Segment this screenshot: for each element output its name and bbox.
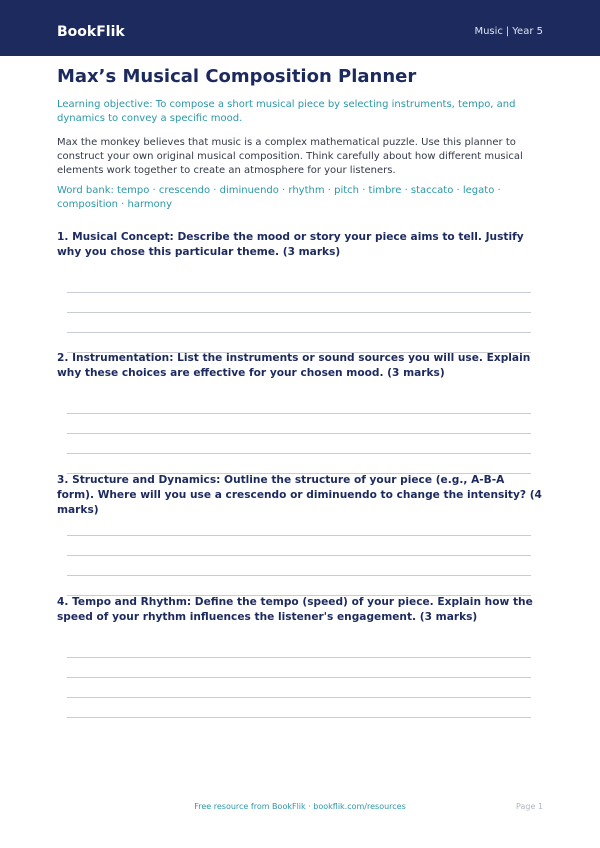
answer-line[interactable] — [67, 717, 531, 718]
answer-line[interactable] — [67, 575, 531, 576]
answer-line[interactable] — [67, 453, 531, 454]
question-1: 1. Musical Concept: Describe the mood or story your piece aims to tell. Justify why you chose this particular theme. (3 marks) — [57, 231, 524, 258]
answer-line[interactable] — [67, 657, 531, 658]
brand-logo: BookFlik — [57, 24, 125, 40]
answer-line[interactable] — [67, 697, 531, 698]
page-header — [0, 0, 600, 56]
answer-line[interactable] — [67, 312, 531, 313]
answer-line[interactable] — [67, 413, 531, 414]
learning-objective: Learning objective: To compose a short musical piece by selecting instruments, tempo, and dynamics to convey a specific mood. — [57, 99, 516, 124]
footer-resource-link[interactable]: Free resource from BookFlik · bookflik.com/resources — [194, 802, 406, 811]
word-bank: Word bank: tempo · crescendo · diminuendo · rhythm · pitch · timbre · staccato · legato · composition · harmony — [57, 185, 501, 210]
answer-line[interactable] — [67, 555, 531, 556]
subject-year-label — [474, 25, 543, 39]
answer-line[interactable] — [67, 535, 531, 536]
answer-line[interactable] — [67, 332, 531, 333]
intro-paragraph: Max the monkey believes that music is a complex mathematical puzzle. Use this planner to construct your own original musical composition. Think carefully about how different musical elements work together to create an atmosphere for your listeners. — [57, 137, 523, 176]
answer-line[interactable] — [67, 292, 531, 293]
separator: | — [505, 26, 510, 37]
question-3: 3. Structure and Dynamics: Outline the structure of your piece (e.g., A-B-A form). Where will you use a crescendo or diminuendo to change the intensity? (4 marks) — [57, 474, 542, 516]
year-label: Year 5 — [512, 26, 543, 37]
question-2: 2. Instrumentation: List the instruments or sound sources you will use. Explain why these choices are effective for your chosen mood. (3 marks) — [57, 352, 531, 379]
page-title: Max’s Musical Composition Planner — [57, 66, 417, 87]
answer-line[interactable] — [67, 433, 531, 434]
page-number: Page 1 — [516, 802, 543, 811]
subject-label: Music — [474, 26, 503, 37]
answer-line[interactable] — [67, 677, 531, 678]
question-4: 4. Tempo and Rhythm: Define the tempo (speed) of your piece. Explain how the speed of your rhythm influences the listener's engagement. (3 marks) — [57, 596, 533, 623]
